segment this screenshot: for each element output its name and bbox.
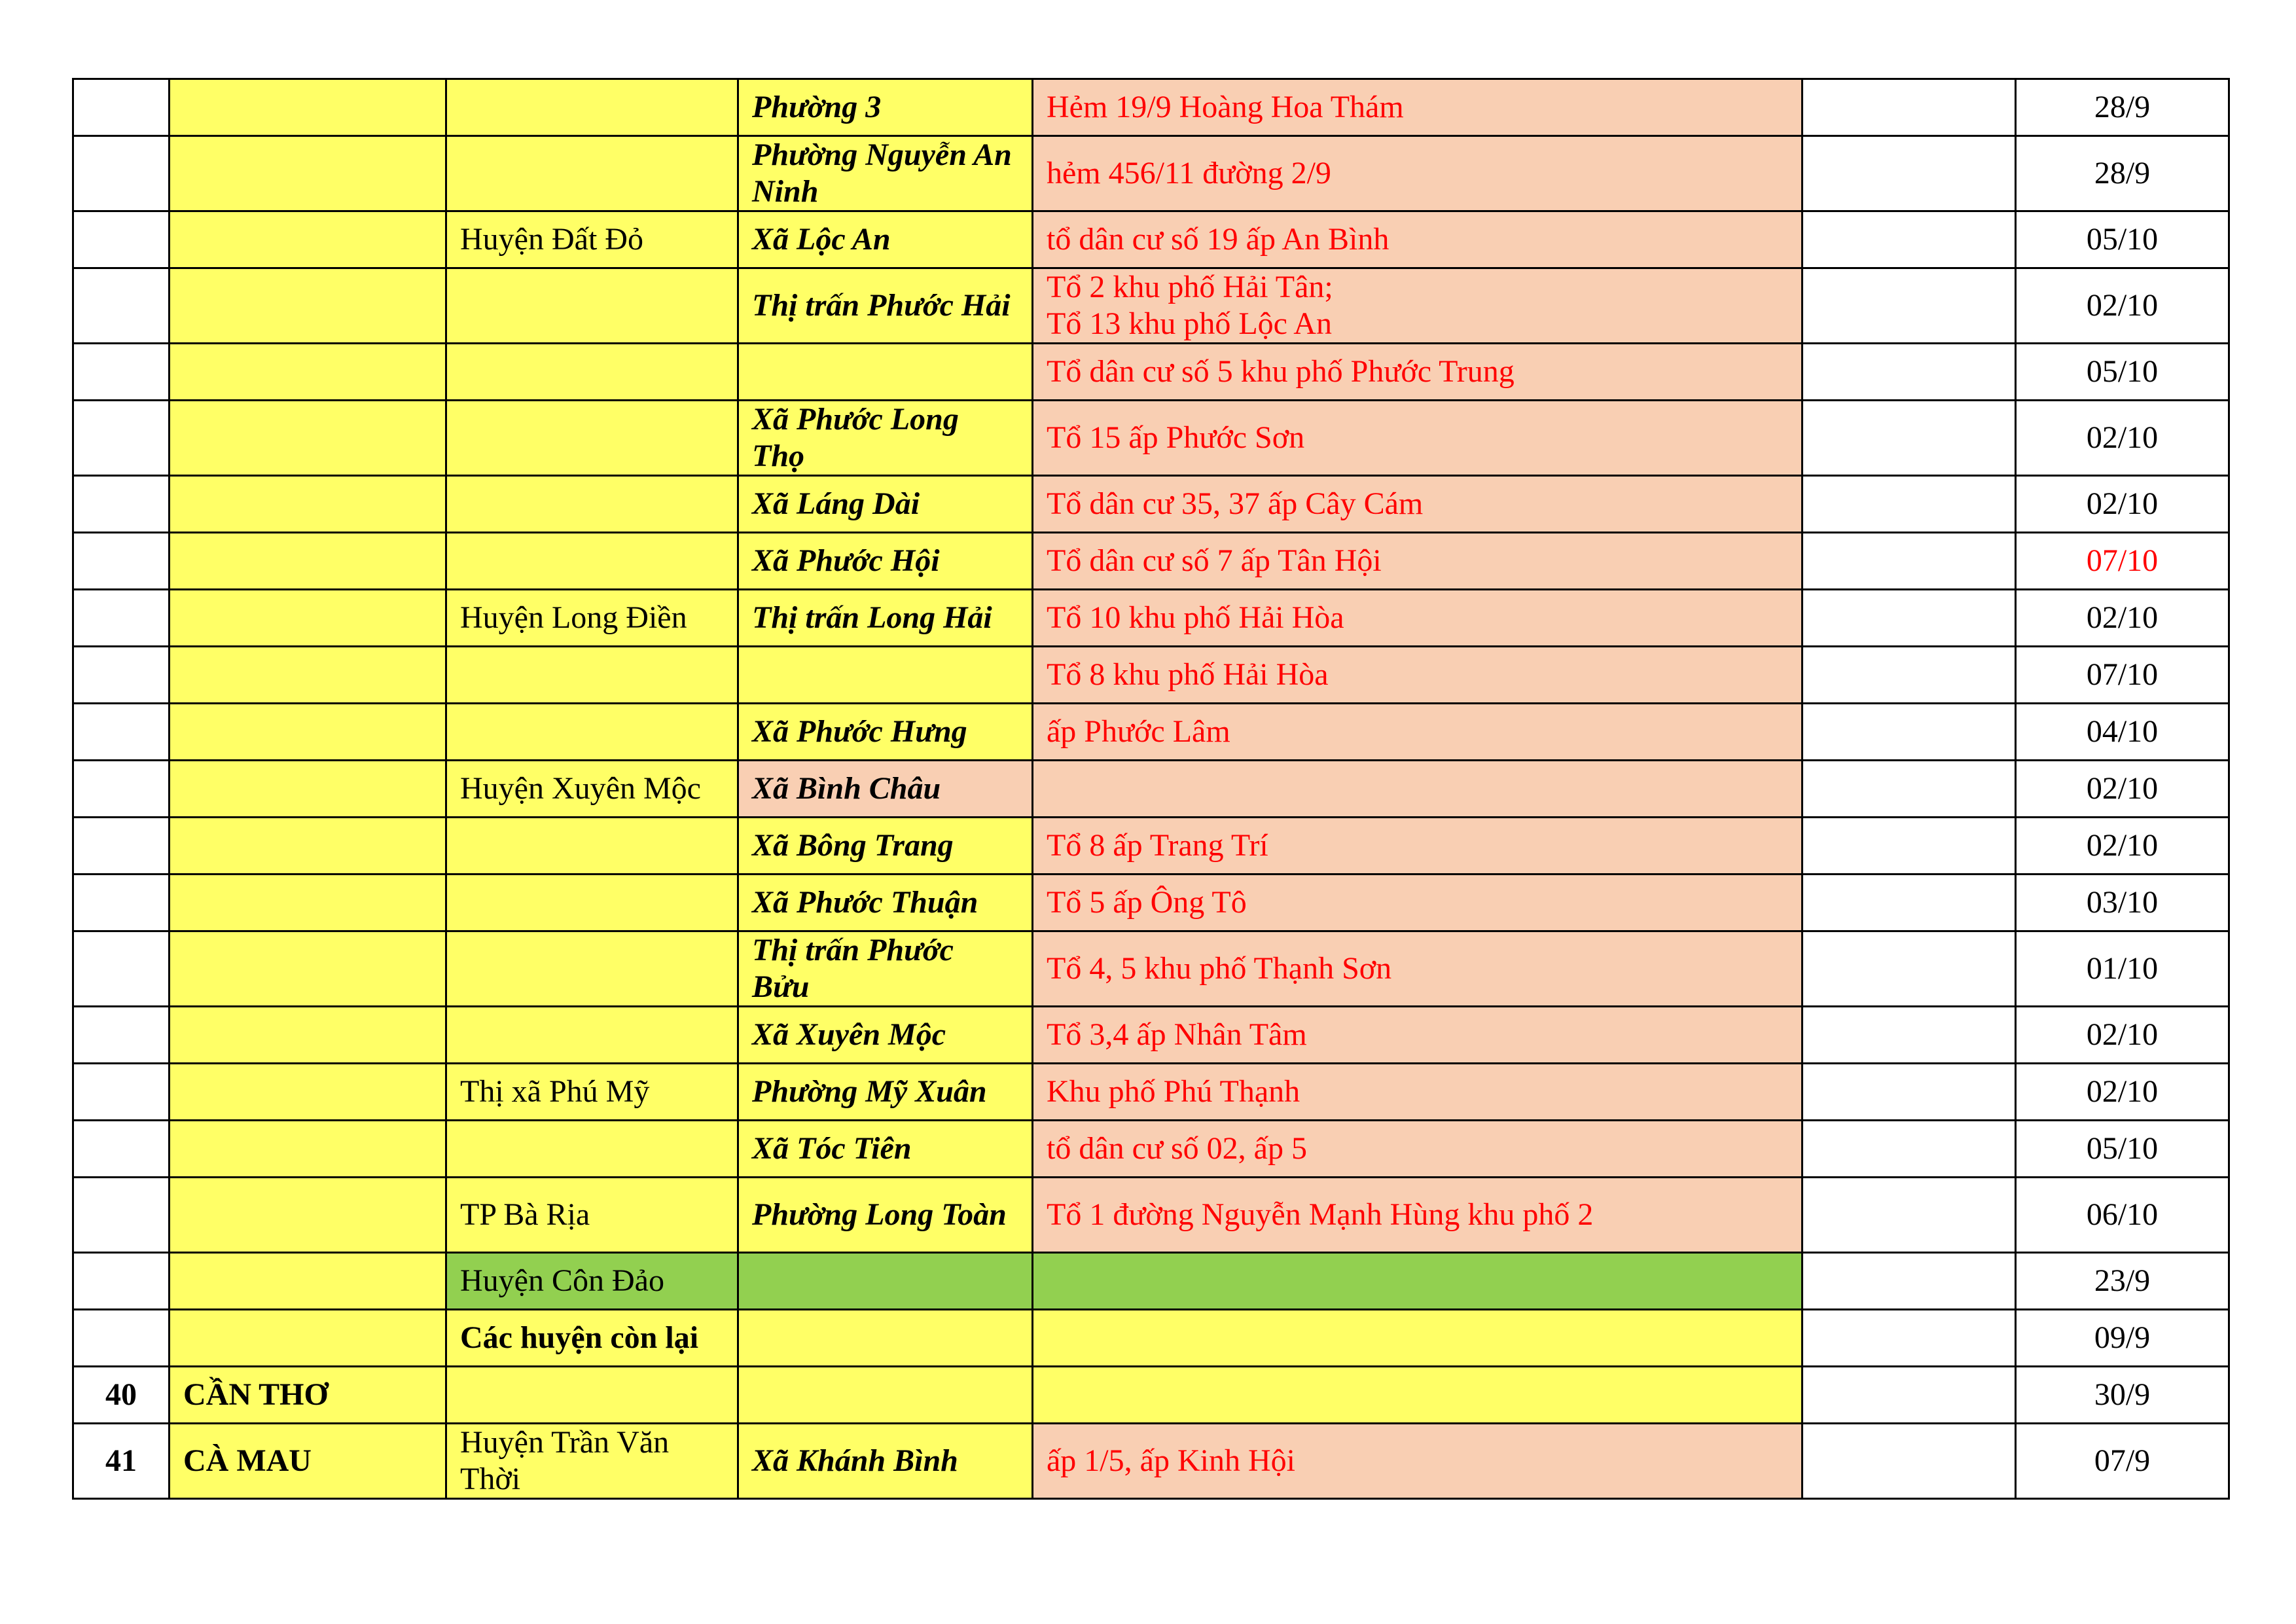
note-cell: [1803, 704, 2016, 761]
ward-cell: Phường 3: [738, 79, 1033, 136]
date-cell: 04/10: [2016, 704, 2229, 761]
province-cell: [170, 1253, 446, 1310]
province-cell: [170, 818, 446, 875]
district-cell: Huyện Trần Văn Thời: [446, 1424, 738, 1499]
date-cell: 06/10: [2016, 1178, 2229, 1253]
province-cell: [170, 79, 446, 136]
location-cell: ấp Phước Lâm: [1033, 704, 1803, 761]
stt-cell: [73, 268, 170, 344]
location-cell: [1033, 761, 1803, 818]
table-row: [73, 401, 2229, 476]
table-row: [73, 344, 2229, 401]
district-cell: [446, 136, 738, 211]
district-cell: Các huyện còn lại: [446, 1310, 738, 1367]
ward-cell: [738, 647, 1033, 704]
note-cell: [1803, 1064, 2016, 1121]
location-cell: Tổ dân cư 35, 37 ấp Cây Cám: [1033, 476, 1803, 533]
province-cell: [170, 1007, 446, 1064]
note-cell: [1803, 818, 2016, 875]
stt-cell: [73, 136, 170, 211]
province-cell: [170, 875, 446, 931]
date-cell: 23/9: [2016, 1253, 2229, 1310]
location-cell: Tổ 1 đường Nguyễn Mạnh Hùng khu phố 2: [1033, 1178, 1803, 1253]
table-row: [73, 1310, 2229, 1367]
province-cell: [170, 590, 446, 647]
stt-cell: [73, 79, 170, 136]
stt-cell: [73, 476, 170, 533]
location-cell: Tổ 4, 5 khu phố Thạnh Sơn: [1033, 931, 1803, 1007]
date-cell: 02/10: [2016, 476, 2229, 533]
ward-cell: Phường Mỹ Xuân: [738, 1064, 1033, 1121]
location-cell: hẻm 456/11 đường 2/9: [1033, 136, 1803, 211]
stt-cell: [73, 931, 170, 1007]
ward-cell: Thị trấn Phước Bửu: [738, 931, 1033, 1007]
date-cell: 02/10: [2016, 1007, 2229, 1064]
ward-cell: [738, 1367, 1033, 1424]
district-cell: [446, 875, 738, 931]
ward-cell: Phường Long Toàn: [738, 1178, 1033, 1253]
stt-cell: [73, 647, 170, 704]
stt-cell: [73, 1121, 170, 1178]
province-cell: [170, 1310, 446, 1367]
note-cell: [1803, 875, 2016, 931]
district-cell: [446, 401, 738, 476]
stt-cell: [73, 704, 170, 761]
stt-cell: [73, 818, 170, 875]
ward-cell: Thị trấn Phước Hải: [738, 268, 1033, 344]
note-cell: [1803, 1253, 2016, 1310]
location-cell: Tổ dân cư số 7 ấp Tân Hội: [1033, 533, 1803, 590]
note-cell: [1803, 401, 2016, 476]
ward-cell: Xã Phước Hội: [738, 533, 1033, 590]
note-cell: [1803, 1121, 2016, 1178]
ward-cell: Xã Xuyên Mộc: [738, 1007, 1033, 1064]
note-cell: [1803, 590, 2016, 647]
province-cell: [170, 344, 446, 401]
table-row: [73, 533, 2229, 590]
ward-cell: Xã Láng Dài: [738, 476, 1033, 533]
stt-cell: [73, 211, 170, 268]
location-cell: Tổ 8 ấp Trang Trí: [1033, 818, 1803, 875]
date-cell: 30/9: [2016, 1367, 2229, 1424]
province-cell: [170, 1064, 446, 1121]
location-cell: [1033, 1253, 1803, 1310]
ward-cell: Xã Bông Trang: [738, 818, 1033, 875]
date-cell: 02/10: [2016, 590, 2229, 647]
stt-cell: [73, 1310, 170, 1367]
ward-cell: Phường Nguyễn An Ninh: [738, 136, 1033, 211]
province-cell: [170, 931, 446, 1007]
ward-cell: Xã Bình Châu: [738, 761, 1033, 818]
table-row: [73, 1064, 2229, 1121]
date-cell: 28/9: [2016, 79, 2229, 136]
district-cell: [446, 344, 738, 401]
ward-cell: [738, 1253, 1033, 1310]
location-cell: tổ dân cư số 02, ấp 5: [1033, 1121, 1803, 1178]
table-row: [73, 647, 2229, 704]
district-cell: [446, 1121, 738, 1178]
table-row: [73, 1121, 2229, 1178]
table-row: [73, 1178, 2229, 1253]
note-cell: [1803, 1424, 2016, 1499]
table-row: [73, 590, 2229, 647]
stt-cell: [73, 875, 170, 931]
stt-cell: [73, 1064, 170, 1121]
district-cell: [446, 476, 738, 533]
ward-cell: Xã Phước Hưng: [738, 704, 1033, 761]
date-cell: 28/9: [2016, 136, 2229, 211]
district-cell: [446, 818, 738, 875]
ward-cell: Xã Khánh Bình: [738, 1424, 1033, 1499]
stt-cell: [73, 590, 170, 647]
ward-cell: Xã Lộc An: [738, 211, 1033, 268]
date-cell: 01/10: [2016, 931, 2229, 1007]
location-cell: Tổ 2 khu phố Hải Tân; Tổ 13 khu phố Lộc An: [1033, 268, 1803, 344]
location-cell: [1033, 1310, 1803, 1367]
location-cell: Tổ 3,4 ấp Nhân Tâm: [1033, 1007, 1803, 1064]
location-cell: Tổ dân cư số 5 khu phố Phước Trung: [1033, 344, 1803, 401]
district-cell: TP Bà Rịa: [446, 1178, 738, 1253]
date-cell: 05/10: [2016, 1121, 2229, 1178]
district-cell: Thị xã Phú Mỹ: [446, 1064, 738, 1121]
ward-cell: Xã Tóc Tiên: [738, 1121, 1033, 1178]
note-cell: [1803, 476, 2016, 533]
stt-cell: [73, 344, 170, 401]
date-cell: 07/10: [2016, 533, 2229, 590]
date-cell: 05/10: [2016, 211, 2229, 268]
note-cell: [1803, 79, 2016, 136]
outbreak-locations-table: [72, 78, 2230, 1500]
date-cell: 02/10: [2016, 818, 2229, 875]
date-cell: 02/10: [2016, 1064, 2229, 1121]
table-row: [73, 1424, 2229, 1499]
district-cell: [446, 1367, 738, 1424]
district-cell: Huyện Côn Đảo: [446, 1253, 738, 1310]
note-cell: [1803, 533, 2016, 590]
location-cell: Hẻm 19/9 Hoàng Hoa Thám: [1033, 79, 1803, 136]
table-row: [73, 79, 2229, 136]
district-cell: [446, 931, 738, 1007]
stt-cell: 40: [73, 1367, 170, 1424]
province-cell: [170, 268, 446, 344]
date-cell: 09/9: [2016, 1310, 2229, 1367]
note-cell: [1803, 647, 2016, 704]
date-cell: 07/9: [2016, 1424, 2229, 1499]
stt-cell: [73, 1253, 170, 1310]
stt-cell: [73, 761, 170, 818]
note-cell: [1803, 931, 2016, 1007]
note-cell: [1803, 1367, 2016, 1424]
district-cell: [446, 79, 738, 136]
stt-cell: [73, 533, 170, 590]
location-cell: [1033, 1367, 1803, 1424]
table-row: [73, 704, 2229, 761]
location-cell: tổ dân cư số 19 ấp An Bình: [1033, 211, 1803, 268]
note-cell: [1803, 1310, 2016, 1367]
ward-cell: Xã Phước Thuận: [738, 875, 1033, 931]
ward-cell: Thị trấn Long Hải: [738, 590, 1033, 647]
district-cell: [446, 268, 738, 344]
table-row: [73, 1007, 2229, 1064]
date-cell: 02/10: [2016, 268, 2229, 344]
table-row: [73, 1253, 2229, 1310]
note-cell: [1803, 344, 2016, 401]
table-row: [73, 136, 2229, 211]
ward-cell: [738, 1310, 1033, 1367]
location-cell: Khu phố Phú Thạnh: [1033, 1064, 1803, 1121]
district-cell: Huyện Xuyên Mộc: [446, 761, 738, 818]
province-cell: [170, 761, 446, 818]
note-cell: [1803, 1007, 2016, 1064]
province-cell: [170, 533, 446, 590]
location-cell: Tổ 10 khu phố Hải Hòa: [1033, 590, 1803, 647]
province-cell: [170, 647, 446, 704]
table-row: [73, 211, 2229, 268]
district-cell: [446, 704, 738, 761]
district-cell: Huyện Long Điền: [446, 590, 738, 647]
location-cell: ấp 1/5, ấp Kinh Hội: [1033, 1424, 1803, 1499]
province-cell: [170, 476, 446, 533]
district-cell: [446, 533, 738, 590]
district-cell: Huyện Đất Đỏ: [446, 211, 738, 268]
district-cell: [446, 1007, 738, 1064]
note-cell: [1803, 136, 2016, 211]
table-row: [73, 268, 2229, 344]
date-cell: 02/10: [2016, 761, 2229, 818]
date-cell: 05/10: [2016, 344, 2229, 401]
table-row: [73, 818, 2229, 875]
location-cell: Tổ 15 ấp Phước Sơn: [1033, 401, 1803, 476]
province-cell: CÀ MAU: [170, 1424, 446, 1499]
note-cell: [1803, 761, 2016, 818]
district-cell: [446, 647, 738, 704]
province-cell: [170, 704, 446, 761]
table-row: [73, 875, 2229, 931]
table-row: [73, 476, 2229, 533]
note-cell: [1803, 268, 2016, 344]
province-cell: CẦN THƠ: [170, 1367, 446, 1424]
stt-cell: [73, 1007, 170, 1064]
date-cell: 02/10: [2016, 401, 2229, 476]
ward-cell: [738, 344, 1033, 401]
location-cell: Tổ 5 ấp Ông Tô: [1033, 875, 1803, 931]
table-row: [73, 1367, 2229, 1424]
stt-cell: [73, 401, 170, 476]
province-cell: [170, 211, 446, 268]
date-cell: 07/10: [2016, 647, 2229, 704]
table-row: [73, 931, 2229, 1007]
province-cell: [170, 136, 446, 211]
ward-cell: Xã Phước Long Thọ: [738, 401, 1033, 476]
province-cell: [170, 401, 446, 476]
location-cell: Tổ 8 khu phố Hải Hòa: [1033, 647, 1803, 704]
table-row: [73, 761, 2229, 818]
stt-cell: 41: [73, 1424, 170, 1499]
note-cell: [1803, 1178, 2016, 1253]
province-cell: [170, 1121, 446, 1178]
province-cell: [170, 1178, 446, 1253]
date-cell: 03/10: [2016, 875, 2229, 931]
note-cell: [1803, 211, 2016, 268]
stt-cell: [73, 1178, 170, 1253]
